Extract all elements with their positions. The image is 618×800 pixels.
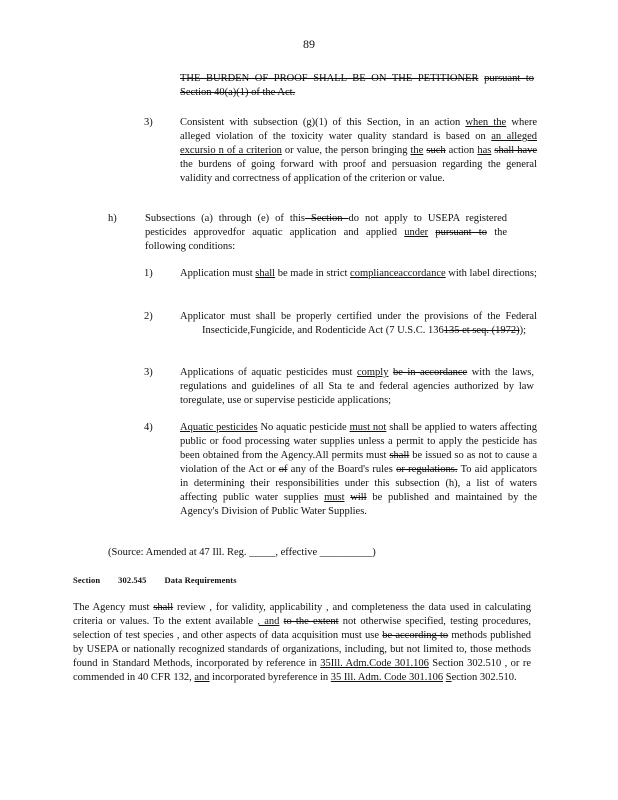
inserted-text: shall bbox=[255, 268, 276, 279]
text-run: any of the Board's rules bbox=[287, 464, 397, 475]
blank-field: __________ bbox=[319, 547, 373, 558]
condition-number: 2) bbox=[144, 311, 153, 322]
text-run: methods published by USEPA or nationally recognized standards of organizations, including, but not limited to, those methods found in Standard Methods, incorporated by reference in bbox=[73, 630, 531, 669]
text-run: incorporated byreference in bbox=[209, 672, 331, 683]
section-title: Data Requirements bbox=[164, 575, 237, 585]
text-run: Application must bbox=[180, 268, 256, 279]
paragraph-item-3 bbox=[180, 116, 537, 186]
page-number: 89 bbox=[303, 37, 315, 51]
text-run: with label directions; bbox=[445, 268, 537, 279]
text-run: do not apply to USEPA registered pesticides approvedfor aquatic application and applied bbox=[145, 213, 507, 238]
struck-text: shall have bbox=[494, 145, 538, 156]
struck-text: of bbox=[278, 464, 288, 475]
struck-text: shall bbox=[389, 450, 410, 461]
text-run: be properly certified under the provisions of the Federal Insecticide,Fungicide, and Rodenticide Act (7 U.S.C. 136 bbox=[202, 311, 537, 336]
text-run: , effective bbox=[275, 547, 320, 558]
text-run: Applications of aquatic pesticides must bbox=[180, 367, 357, 378]
inserted-text: when the bbox=[465, 117, 507, 128]
text-run: No aquatic pesticide bbox=[257, 422, 350, 433]
inserted-text: 35 Ill. Adm. Code 301.106 bbox=[330, 672, 444, 683]
text-run: (Source: Amended at 47 Ill. Reg. bbox=[108, 547, 250, 558]
text-run: The Agency must bbox=[73, 602, 154, 613]
inserted-text: under bbox=[404, 227, 429, 238]
text-run: Section 302.510 , or re commended in 40 CFR 132, bbox=[73, 658, 531, 683]
inserted-text: the bbox=[410, 145, 424, 156]
burden-of-proof-paragraph bbox=[180, 72, 534, 100]
inserted-text: Aquatic pesticides bbox=[180, 422, 258, 433]
item-label-h: h) bbox=[108, 213, 117, 224]
item-number: 3) bbox=[144, 117, 153, 128]
data-requirements-paragraph bbox=[73, 601, 531, 685]
struck-text: shall bbox=[153, 602, 174, 613]
text-run: be published and maintained by the Agency's Division of Public Water Supplies. bbox=[180, 492, 537, 517]
inserted-text: complianceaccordance bbox=[350, 268, 446, 279]
inserted-text: S bbox=[445, 672, 452, 683]
condition-4 bbox=[180, 421, 537, 519]
text-run: not otherwise specified, testing procedures, selection of test species , and other aspects of data acquisition must use bbox=[73, 616, 531, 641]
text-run: , in an action bbox=[398, 117, 466, 128]
inserted-text: must not bbox=[349, 422, 387, 433]
text-run: ection 302.510. bbox=[451, 672, 517, 683]
struck-text: be according to bbox=[382, 630, 449, 641]
text-run: with the laws, regulations and guidelines of all Sta te and federal agencies authorized by law toregulate, use or supervise pesticide applications; bbox=[180, 367, 534, 406]
text-run: shall be applied to waters affecting public or food processing water supplies unless a permit to apply the pesticide has been obtained from the Agency.All permits must bbox=[180, 422, 537, 461]
text-run: action bbox=[445, 145, 478, 156]
condition-1 bbox=[158, 267, 537, 281]
section-label: Section bbox=[73, 575, 101, 585]
condition-number: 3) bbox=[144, 367, 153, 378]
text-run: be made in strict bbox=[275, 268, 351, 279]
struck-text: to the extent bbox=[283, 616, 339, 627]
text-run: where alleged violation of the toxicity water quality standard is based on bbox=[180, 117, 538, 142]
text-run: be issued so as not to cause a violation of the Act or bbox=[180, 450, 537, 475]
struck-text: pursuant to Section 40(a)(1) of the Act. bbox=[180, 73, 534, 98]
inserted-text: 35Ill. Adm.Code 301.106 bbox=[320, 658, 429, 669]
struck-text: Section bbox=[305, 213, 349, 224]
text-run: or value, the person bringing bbox=[281, 145, 411, 156]
condition-number: 4) bbox=[144, 422, 153, 433]
struck-text: such bbox=[426, 145, 446, 156]
text-run: Subsections (a) through (e) of this bbox=[145, 213, 306, 224]
condition-2 bbox=[158, 310, 537, 338]
inserted-text: , and bbox=[257, 616, 280, 627]
struck-text: will bbox=[350, 492, 367, 503]
condition-number: 1) bbox=[144, 268, 153, 279]
inserted-text: and bbox=[194, 672, 210, 683]
inserted-text: comply bbox=[356, 367, 389, 378]
text-run: review , for validity, applicability , and completeness the data used in calculating criteria or values. To the extent available bbox=[73, 602, 531, 627]
struck-text: or regulations. bbox=[396, 464, 458, 475]
struck-text: 135 et seq. (1972) bbox=[443, 325, 520, 336]
text-run: Applicator must shall bbox=[180, 311, 281, 322]
struck-text: THE BURDEN OF PROOF SHALL BE ON THE PETITIONER bbox=[180, 73, 479, 84]
section-number: 302.545 bbox=[118, 575, 147, 585]
text-run: ); bbox=[519, 325, 526, 336]
inserted-text: must bbox=[324, 492, 345, 503]
source-note bbox=[108, 546, 528, 560]
inserted-text: has bbox=[477, 145, 492, 156]
text-run: To aid applicators in determining their responsibilities under this subsection (h), a list of waters affecting public water supplies bbox=[180, 464, 537, 503]
text-run: the burdens of going forward with proof and persuasion regarding the general validity and correctness of application of the criterion or value. bbox=[180, 159, 537, 184]
struck-text: pursuant to bbox=[435, 227, 487, 238]
text-run: the following conditions: bbox=[145, 227, 508, 252]
section-heading bbox=[73, 575, 255, 585]
condition-3 bbox=[180, 366, 534, 408]
text-run: ) bbox=[372, 547, 376, 558]
text-run: Consistent with subsection (g)(1) of this Section bbox=[180, 117, 399, 128]
struck-text: be in accordance bbox=[392, 367, 468, 378]
inserted-text: an alleged excursio n of a criterion bbox=[180, 131, 537, 156]
blank-field: _____ bbox=[249, 547, 276, 558]
paragraph-item-h bbox=[145, 212, 507, 254]
